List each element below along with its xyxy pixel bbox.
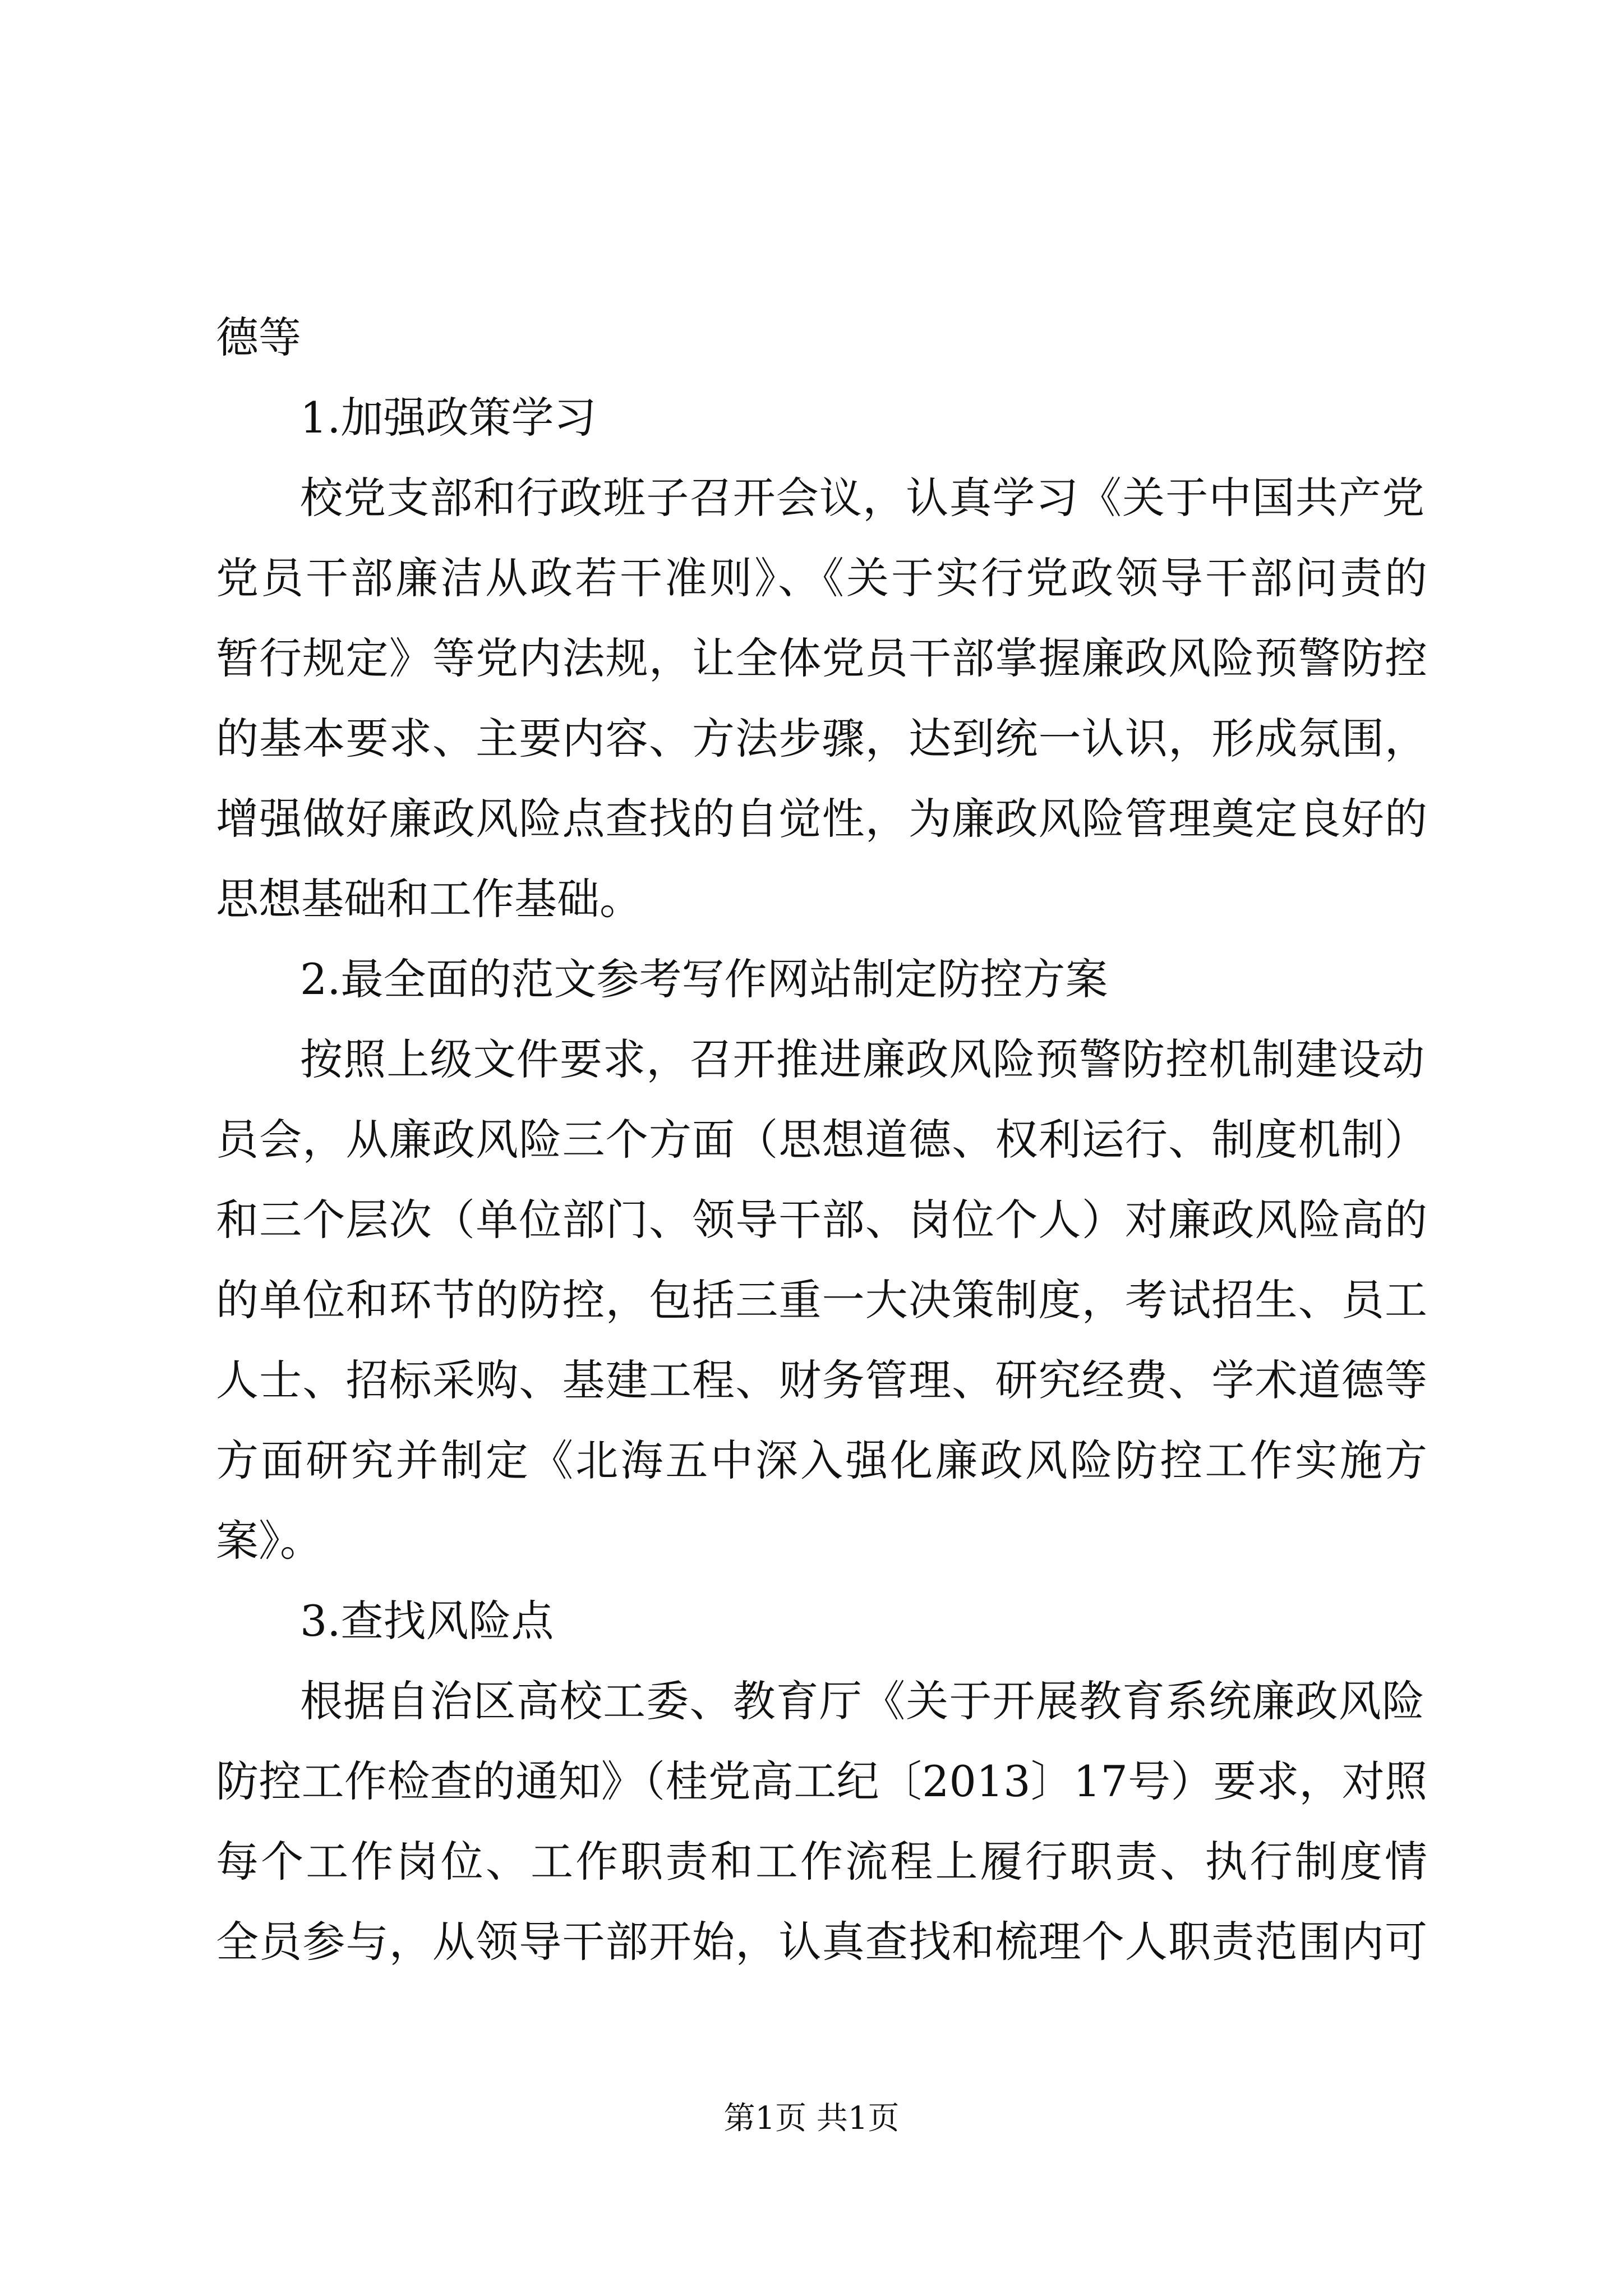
text-line: 员会，从廉政风险三个方面（思想道德、权利运行、制度机制） — [216, 1115, 1427, 1165]
text-line: 党员干部廉洁从政若干准则》、《关于实行党政领导干部问责的 — [216, 553, 1427, 603]
text-line: 根据自治区高校工委、教育厅《关于开展教育系统廉政风险 — [300, 1676, 1424, 1726]
text-line: 的基本要求、主要内容、方法步骤，达到统一认识，形成氛围， — [216, 714, 1427, 763]
text-line: 和三个层次（单位部门、领导干部、岗位个人）对廉政风险高的 — [216, 1195, 1427, 1245]
text-line: 每个工作岗位、工作职责和工作流程上履行职责、执行制度情 — [216, 1837, 1427, 1887]
text-line: 增强做好廉政风险点查找的自觉性，为廉政风险管理奠定良好的 — [216, 794, 1427, 844]
page-number-footer: 第1页 共1页 — [723, 2100, 900, 2137]
text-line: 案》。 — [216, 1516, 322, 1566]
text-line: 暂行规定》等党内法规，让全体党员干部掌握廉政风险预警防控 — [216, 633, 1427, 683]
section-heading: 1.加强政策学习 — [300, 393, 597, 443]
text-line: 按照上级文件要求，召开推进廉政风险预警防控机制建设动 — [300, 1034, 1424, 1084]
text-line: 全员参与，从领导干部开始，认真查找和梳理个人职责范围内可 — [216, 1917, 1427, 1967]
text-line: 人士、招标采购、基建工程、财务管理、研究经费、学术道德等 — [216, 1355, 1427, 1405]
text-line: 防控工作检查的通知》（桂党高工纪〔2013〕17号）要求，对照 — [216, 1756, 1427, 1806]
section-heading: 2.最全面的范文参考写作网站制定防控方案 — [300, 954, 1108, 1004]
text-line: 方面研究并制定《北海五中深入强化廉政风险防控工作实施方 — [216, 1435, 1427, 1485]
text-line: 的单位和环节的防控，包括三重一大决策制度，考试招生、员工 — [216, 1275, 1427, 1325]
text-line: 校党支部和行政班子召开会议，认真学习《关于中国共产党 — [300, 473, 1424, 523]
section-heading: 3.查找风险点 — [300, 1596, 554, 1646]
text-line: 思想基础和工作基础。 — [216, 874, 642, 924]
text-line: 德等 — [216, 312, 301, 362]
